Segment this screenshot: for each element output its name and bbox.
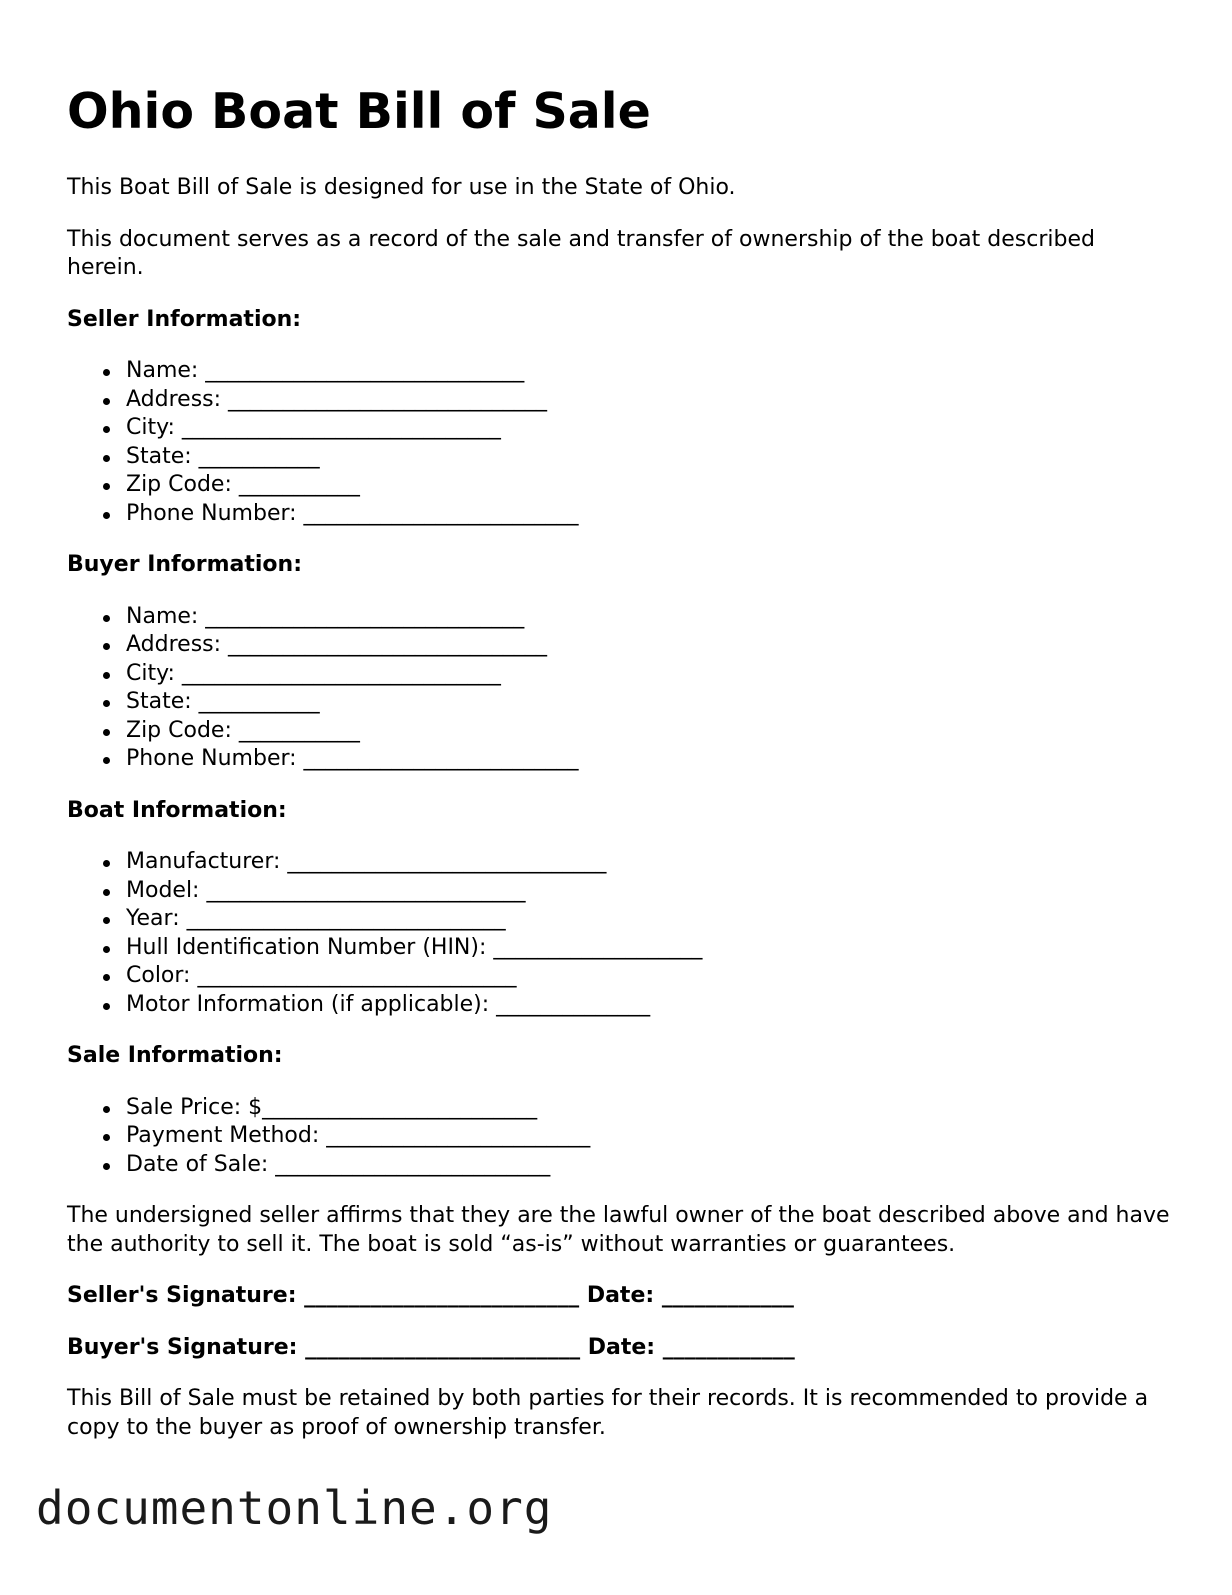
buyer-field-list bbox=[67, 603, 1177, 774]
purpose-paragraph: This document serves as a record of the sale and transfer of ownership of the boat described herein. bbox=[67, 226, 1095, 280]
seller-signature-line: Seller's Signature: _________________________ Date: ____________ bbox=[67, 1283, 794, 1308]
document-page bbox=[67, 82, 1177, 1465]
boat-motor-field: Motor Information (if applicable): ______________ bbox=[126, 991, 1177, 1020]
seller-name-field: Name: _____________________________ bbox=[126, 357, 1177, 386]
sale-price-field: Sale Price: $_________________________ bbox=[126, 1094, 1177, 1123]
buyer-signature-line: Buyer's Signature: _________________________ Date: ____________ bbox=[67, 1334, 795, 1360]
sale-section-heading: Sale Information: bbox=[67, 1043, 283, 1068]
sale-field-list bbox=[67, 1094, 1177, 1180]
buyer-state-field: State: ___________ bbox=[126, 688, 1177, 717]
seller-section-heading: Seller Information: bbox=[67, 306, 302, 332]
seller-state-field: State: ___________ bbox=[126, 443, 1177, 472]
closing-paragraph: This Bill of Sale must be retained by both parties for their records. It is recommended to provide a copy to the buyer as proof of ownership transfer. bbox=[67, 1386, 1149, 1440]
seller-field-list bbox=[67, 357, 1177, 528]
sale-date-field: Date of Sale: _________________________ bbox=[126, 1151, 1177, 1180]
buyer-address-field: Address: _____________________________ bbox=[126, 631, 1177, 660]
intro-paragraph: This Boat Bill of Sale is designed for use in the State of Ohio. bbox=[67, 175, 736, 200]
boat-section-heading: Boat Information: bbox=[67, 797, 287, 823]
payment-method-field: Payment Method: ________________________ bbox=[126, 1122, 1177, 1151]
buyer-section-heading: Buyer Information: bbox=[67, 552, 302, 577]
seller-phone-field: Phone Number: _________________________ bbox=[126, 500, 1177, 529]
document-title: Ohio Boat Bill of Sale bbox=[67, 83, 651, 140]
buyer-name-field: Name: _____________________________ bbox=[126, 603, 1177, 632]
seller-zip-field: Zip Code: ___________ bbox=[126, 471, 1177, 500]
seller-address-field: Address: _____________________________ bbox=[126, 386, 1177, 415]
boat-field-list bbox=[67, 848, 1177, 1019]
affirmation-paragraph: The undersigned seller affirms that they are the lawful owner of the boat described above and have the authority to sell it. The boat is sold “as-is” without warranties or guarantees. bbox=[67, 1203, 1170, 1257]
buyer-city-field: City: _____________________________ bbox=[126, 660, 1177, 689]
buyer-phone-field: Phone Number: _________________________ bbox=[126, 745, 1177, 774]
boat-model-field: Model: _____________________________ bbox=[126, 877, 1177, 906]
boat-color-field: Color: _____________________________ bbox=[126, 962, 1177, 991]
seller-city-field: City: _____________________________ bbox=[126, 414, 1177, 443]
buyer-zip-field: Zip Code: ___________ bbox=[126, 717, 1177, 746]
boat-hin-field: Hull Identification Number (HIN): ___________________ bbox=[126, 934, 1177, 963]
boat-manufacturer-field: Manufacturer: _____________________________ bbox=[126, 848, 1177, 877]
watermark-logo: documentonline.org bbox=[36, 1481, 553, 1535]
boat-year-field: Year: _____________________________ bbox=[126, 905, 1177, 934]
